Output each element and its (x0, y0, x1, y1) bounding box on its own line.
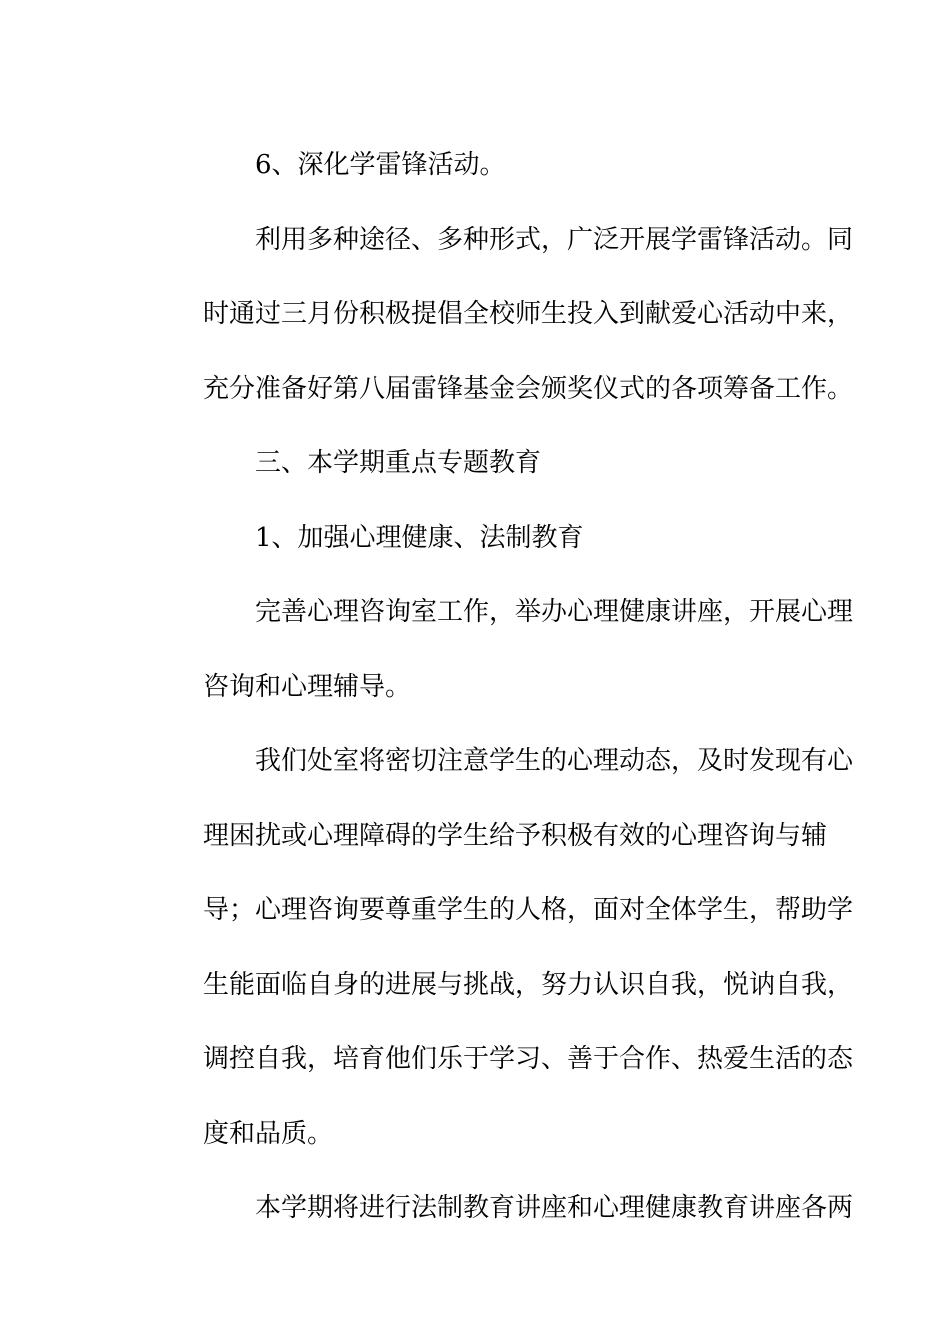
paragraph-lectures (151, 1171, 854, 1246)
text-line: 充分准备好第八届雷锋基金会颁奖仪式的各项筹备工作。 (203, 373, 854, 404)
text-line: 导；心理咨询要尊重学生的人格，面对全体学生，帮助学 (203, 895, 854, 925)
text-line: 理困扰或心理障碍的学生给予积极有效的心理咨询与辅 (203, 820, 828, 851)
text-line: 度和品质。 (203, 1118, 334, 1149)
paragraph-heading-6 (151, 128, 791, 203)
document-body (151, 128, 854, 1246)
text-line: 调控自我，培育他们乐于学习、善于合作、热爱生活的态 (203, 1044, 854, 1074)
text-line: 时通过三月份积极提倡全校师生投入到献爱心活动中来， (203, 299, 854, 329)
text-line: 完善心理咨询室工作，举办心理健康讲座，开展心理 (255, 597, 854, 627)
text-line: 6、深化学雷锋活动。 (255, 150, 506, 180)
paragraph-counseling-room (151, 575, 854, 724)
paragraph-lei-feng (151, 203, 854, 427)
text-line: 生能面临自身的进展与挑战，努力认识自我，悦讷自我， (203, 969, 854, 1000)
text-line: 咨询和心理辅导。 (203, 671, 412, 702)
text-line: 1、加强心理健康、法制教育 (255, 522, 584, 553)
text-line: 利用多种途径、多种形式，广泛开展学雷锋活动。同 (255, 224, 854, 255)
text-line: 本学期将进行法制教育讲座和心理健康教育讲座各两 (255, 1193, 854, 1223)
text-line: 三、本学期重点专题教育 (255, 448, 542, 478)
subheading-1 (151, 501, 791, 576)
section-heading-3 (151, 426, 791, 501)
paragraph-student-psychology (151, 724, 854, 1171)
text-line: 我们处室将密切注意学生的心理动态，及时发现有心 (255, 746, 854, 776)
